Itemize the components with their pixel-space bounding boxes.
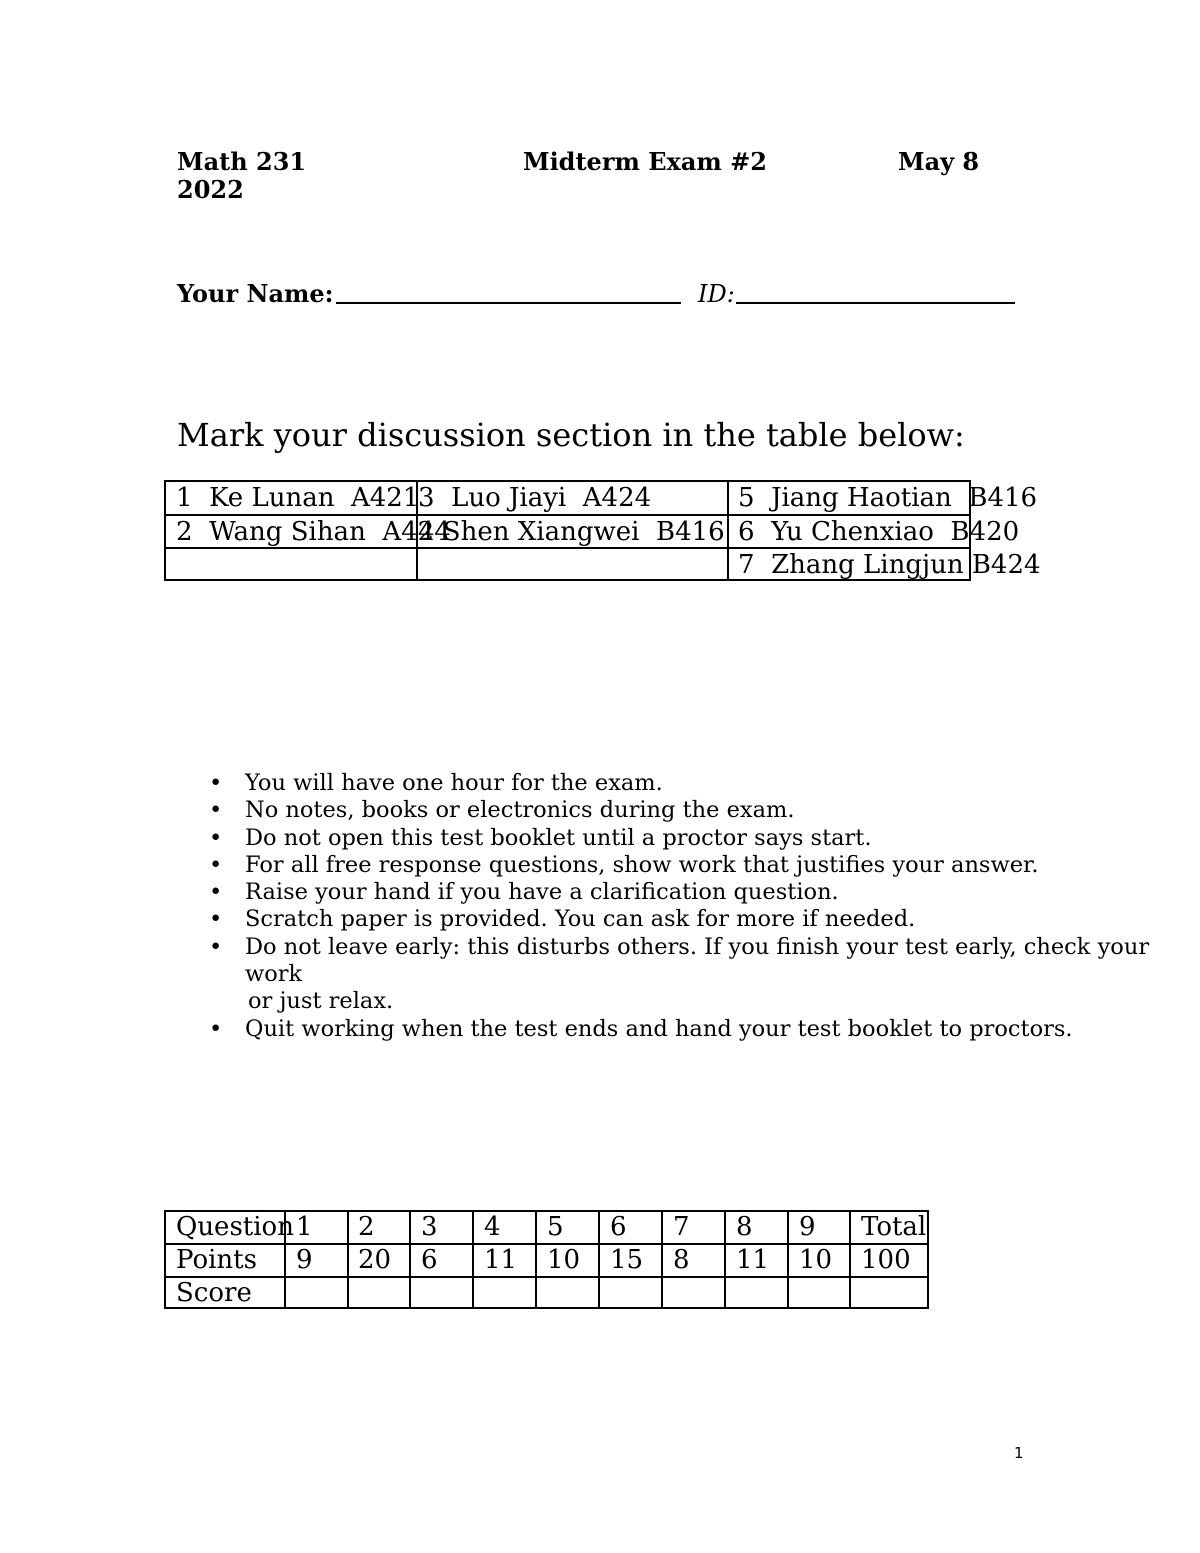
exam-year: 2022 bbox=[177, 175, 244, 204]
bullet-icon: • bbox=[209, 824, 223, 851]
section-cell[interactable]: 1 Ke Lunan A421 bbox=[176, 483, 420, 513]
question-number: 8 bbox=[736, 1212, 753, 1242]
question-number: 6 bbox=[610, 1212, 627, 1242]
bullet-icon: • bbox=[209, 851, 223, 878]
score-total-cell[interactable] bbox=[852, 1279, 926, 1306]
name-field[interactable] bbox=[336, 302, 681, 304]
section-cell[interactable]: 4 Shen Xiangwei B416 bbox=[418, 517, 725, 547]
question-number: 4 bbox=[484, 1212, 501, 1242]
bullet-icon: • bbox=[209, 770, 223, 796]
bullet-icon: • bbox=[209, 797, 223, 824]
bullet-icon: • bbox=[209, 1015, 223, 1042]
instruction-item: • Do not leave early: this disturbs others. If you finish your test early, check your work or just relax. bbox=[209, 933, 1150, 1015]
course-title: Math 231 bbox=[177, 147, 307, 176]
bullet-icon: • bbox=[209, 933, 223, 960]
instruction-item: • Raise your hand if you have a clarification question. bbox=[209, 879, 839, 906]
points-value: 11 bbox=[484, 1245, 518, 1275]
instruction-item: • For all free response questions, show work that justifies your answer. bbox=[209, 851, 1039, 878]
question-number: 2 bbox=[358, 1212, 375, 1242]
question-number: 5 bbox=[547, 1212, 564, 1242]
score-cell[interactable] bbox=[790, 1279, 848, 1306]
question-number: 3 bbox=[421, 1212, 438, 1242]
instruction-item: • You will have one hour for the exam. bbox=[209, 770, 663, 796]
points-header: Points bbox=[176, 1245, 257, 1275]
score-cell[interactable] bbox=[727, 1279, 786, 1306]
exam-date: May 8 bbox=[898, 147, 980, 176]
id-field[interactable] bbox=[736, 302, 1015, 304]
points-value: 8 bbox=[673, 1245, 690, 1275]
instruction-item: • Quit working when the test ends and hand your test booklet to proctors. bbox=[209, 1015, 1073, 1042]
instruction-item: • Scratch paper is provided. You can ask for more if needed. bbox=[209, 906, 916, 933]
page-number: 1 bbox=[1014, 1444, 1024, 1462]
score-cell[interactable] bbox=[664, 1279, 723, 1306]
score-cell[interactable] bbox=[601, 1279, 660, 1306]
score-cell[interactable] bbox=[538, 1279, 597, 1306]
id-label: ID: bbox=[698, 280, 735, 308]
question-number: 1 bbox=[296, 1212, 313, 1242]
question-number: 7 bbox=[673, 1212, 690, 1242]
score-header: Score bbox=[176, 1278, 252, 1308]
score-cell[interactable] bbox=[287, 1279, 346, 1306]
points-value: 9 bbox=[296, 1245, 313, 1275]
points-value: 6 bbox=[421, 1245, 438, 1275]
instruction-item: • Do not open this test booklet until a proctor says start. bbox=[209, 824, 872, 851]
question-number: 9 bbox=[799, 1212, 816, 1242]
score-cell[interactable] bbox=[350, 1279, 408, 1306]
points-value: 20 bbox=[358, 1245, 392, 1275]
points-total: 100 bbox=[861, 1245, 911, 1275]
name-label: Your Name: bbox=[177, 279, 334, 308]
section-cell[interactable]: 5 Jiang Haotian B416 bbox=[738, 483, 1038, 513]
question-header: Question bbox=[176, 1212, 294, 1242]
total-header: Total bbox=[861, 1212, 927, 1242]
section-cell[interactable]: 6 Yu Chenxiao B420 bbox=[738, 517, 1020, 547]
section-cell[interactable]: 2 Wang Sihan A424 bbox=[176, 517, 451, 547]
points-value: 11 bbox=[736, 1245, 770, 1275]
score-cell[interactable] bbox=[475, 1279, 534, 1306]
bullet-icon: • bbox=[209, 879, 223, 906]
points-value: 10 bbox=[547, 1245, 581, 1275]
exam-title: Midterm Exam #2 bbox=[523, 147, 767, 176]
score-cell[interactable] bbox=[412, 1279, 471, 1306]
instructions-list bbox=[205, 770, 1200, 1043]
section-cell[interactable]: 7 Zhang Lingjun B424 bbox=[738, 550, 1041, 580]
points-value: 10 bbox=[799, 1245, 833, 1275]
instruction-item: • No notes, books or electronics during the exam. bbox=[209, 797, 795, 824]
section-heading: Mark your discussion section in the table below: bbox=[177, 416, 965, 454]
points-value: 15 bbox=[610, 1245, 644, 1275]
section-cell[interactable]: 3 Luo Jiayi A424 bbox=[418, 483, 652, 513]
bullet-icon: • bbox=[209, 906, 223, 933]
